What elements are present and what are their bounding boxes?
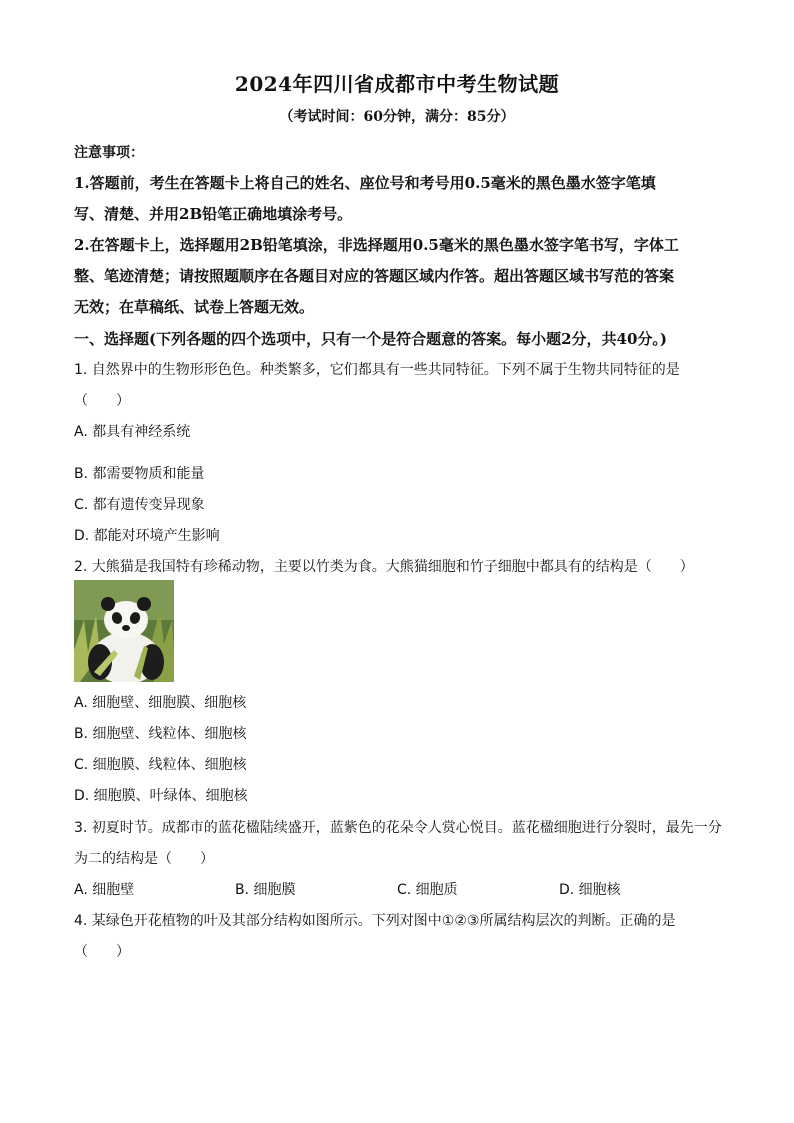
panda-photo (74, 580, 174, 682)
question-3-stem-continued: 为二的结构是（ ） (74, 851, 214, 867)
notice-item-1-line-1: 1.答题前，考生在答题卡上将自己的姓名、座位号和考号用0.5毫米的黑色墨水签字笔填 (74, 174, 656, 192)
question-2-option-c: C. 细胞膜、线粒体、细胞核 (74, 757, 247, 773)
question-1-bracket: （ ） (74, 393, 130, 409)
question-1-option-c: C. 都有遗传变异现象 (74, 497, 205, 513)
question-1-option-d: D. 都能对环境产生影响 (74, 528, 220, 544)
exam-info: （考试时间：60分钟，满分：85分） (279, 109, 515, 125)
notice-item-2-line-3: 无效；在草稿纸、试卷上答题无效。 (74, 298, 315, 316)
notice-item-1-line-2: 写、清楚、并用2B铅笔正确地填涂考号。 (74, 205, 353, 223)
question-3-option-b: B. 细胞膜 (235, 882, 296, 898)
question-3-option-d: D. 细胞核 (559, 882, 621, 898)
question-1-stem: 1. 自然界中的生物形形色色。种类繁多，它们都具有一些共同特征。下列不属于生物共同特征的是 (74, 362, 680, 378)
page-title: 2024年四川省成都市中考生物试题 (234, 72, 560, 96)
question-1-option-b: B. 都需要物质和能量 (74, 466, 205, 482)
question-4-stem: 4. 某绿色开花植物的叶及其部分结构如图所示。下列对图中①②③所属结构层次的判断。正确的是 (74, 913, 676, 929)
section-heading: 一、选择题(下列各题的四个选项中，只有一个是符合题意的答案。每小题2分，共40分。) (74, 330, 668, 348)
question-4-bracket: （ ） (74, 944, 130, 960)
question-2-option-a: A. 细胞壁、细胞膜、细胞核 (74, 695, 247, 711)
notice-item-2-line-1: 2.在答题卡上，选择题用2B铅笔填涂，非选择题用0.5毫米的黑色墨水签字笔书写，字体工 (74, 236, 679, 254)
notice-item-2-line-2: 整、笔迹清楚；请按照题顺序在各题目对应的答题区域内作答。超出答题区域书写范的答案 (74, 267, 675, 285)
question-3-option-c: C. 细胞质 (397, 882, 458, 898)
question-2-stem: 2. 大熊猫是我国特有珍稀动物，主要以竹类为食。大熊猫细胞和竹子细胞中都具有的结构是（ ） (74, 559, 694, 575)
notice-heading: 注意事项： (74, 145, 144, 161)
question-2-option-d: D. 细胞膜、叶绿体、细胞核 (74, 788, 248, 804)
question-3-stem: 3. 初夏时节。成都市的蓝花楹陆续盛开，蓝紫色的花朵令人赏心悦目。蓝花楹细胞进行分裂时，最先一分 (74, 820, 722, 836)
question-1-option-a: A. 都具有神经系统 (74, 424, 191, 440)
question-3-option-a: A. 细胞壁 (74, 882, 135, 898)
question-2-option-b: B. 细胞壁、线粒体、细胞核 (74, 726, 247, 742)
